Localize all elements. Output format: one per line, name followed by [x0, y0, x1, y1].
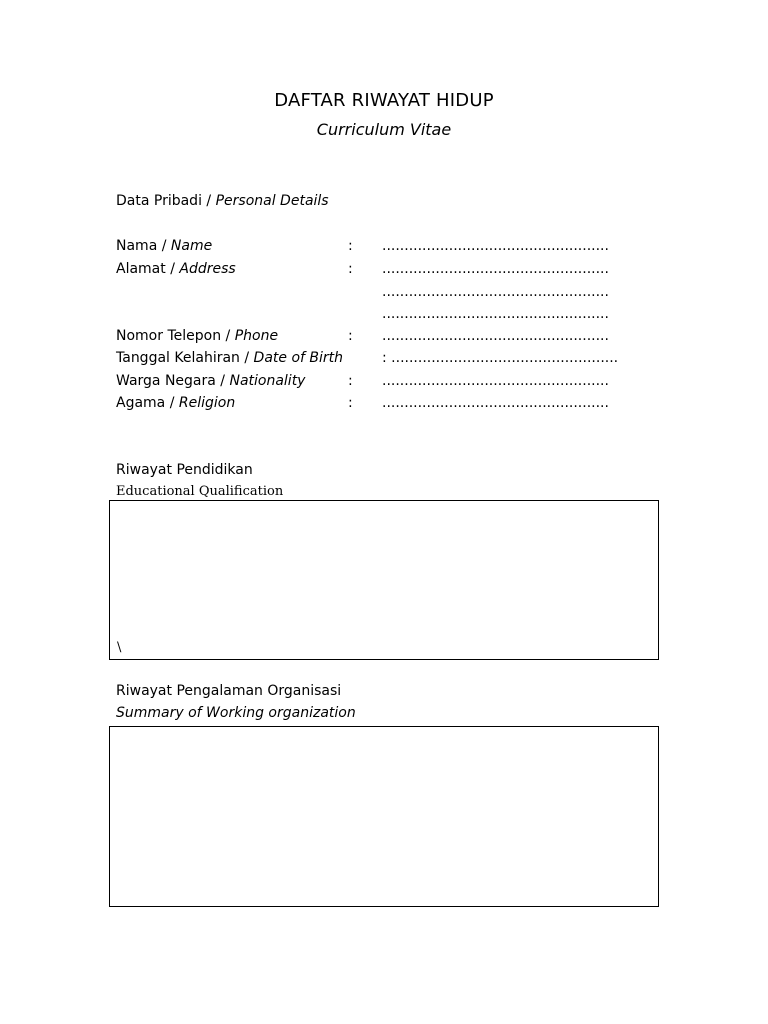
field-label — [116, 238, 212, 254]
label-id: Tanggal Kelahiran — [116, 350, 240, 366]
field-colon: : — [348, 373, 353, 389]
label-separator: / — [169, 395, 175, 411]
field-label — [116, 328, 278, 344]
label-en: Phone — [234, 328, 279, 344]
religion-fill-line[interactable]: ................................................... — [382, 395, 609, 411]
label-en: Name — [170, 238, 213, 254]
address-fill-line-1[interactable]: ................................................... — [382, 261, 609, 277]
education-box[interactable] — [109, 500, 659, 660]
label-id: Agama — [116, 395, 166, 411]
field-colon: : — [348, 395, 353, 411]
education-box-text: \ — [117, 640, 122, 655]
label-id: Nomor Telepon — [116, 328, 222, 344]
label-id: Alamat — [116, 261, 166, 277]
organization-subheading: Summary of Working organization — [116, 705, 356, 721]
label-separator: / — [170, 261, 175, 277]
label-en: Religion — [178, 395, 236, 411]
label-separator: / — [220, 373, 226, 389]
field-label — [116, 350, 343, 366]
label-separator: / — [244, 350, 250, 366]
personal-details-heading — [116, 193, 329, 209]
field-label — [116, 373, 305, 389]
organization-box[interactable] — [109, 726, 659, 907]
education-heading: Riwayat Pendidikan — [116, 462, 253, 478]
label-en: Address — [179, 261, 236, 277]
name-fill-line[interactable]: ................................................... — [382, 238, 609, 254]
document-title: DAFTAR RIWAYAT HIDUP — [274, 90, 494, 111]
label-separator: / — [161, 238, 167, 254]
phone-fill-line[interactable]: ................................................... — [382, 328, 609, 344]
organization-heading: Riwayat Pengalaman Organisasi — [116, 683, 342, 699]
field-colon: : — [348, 328, 353, 344]
education-subheading: Educational Qualification — [116, 484, 284, 499]
nationality-fill-line[interactable]: ................................................... — [382, 373, 609, 389]
personal-heading-en: Personal Details — [215, 193, 329, 209]
address-fill-line-3[interactable]: ................................................... — [382, 306, 609, 322]
address-fill-line-2[interactable]: ................................................... — [382, 284, 609, 300]
field-colon: : — [348, 238, 353, 254]
label-id: Nama — [116, 238, 158, 254]
field-label — [116, 261, 236, 277]
label-id: Warga Negara — [116, 373, 216, 389]
field-colon: : — [348, 261, 353, 277]
label-separator: / — [225, 328, 231, 344]
label-en: Nationality — [229, 373, 306, 389]
label-en: Date of Birth — [253, 350, 344, 366]
heading-separator: / — [206, 193, 212, 209]
personal-heading-id: Data Pribadi — [116, 193, 202, 209]
field-label — [116, 395, 235, 411]
birth-fill-line[interactable]: : ................................................... — [382, 350, 619, 366]
document-subtitle: Curriculum Vitae — [316, 120, 452, 139]
